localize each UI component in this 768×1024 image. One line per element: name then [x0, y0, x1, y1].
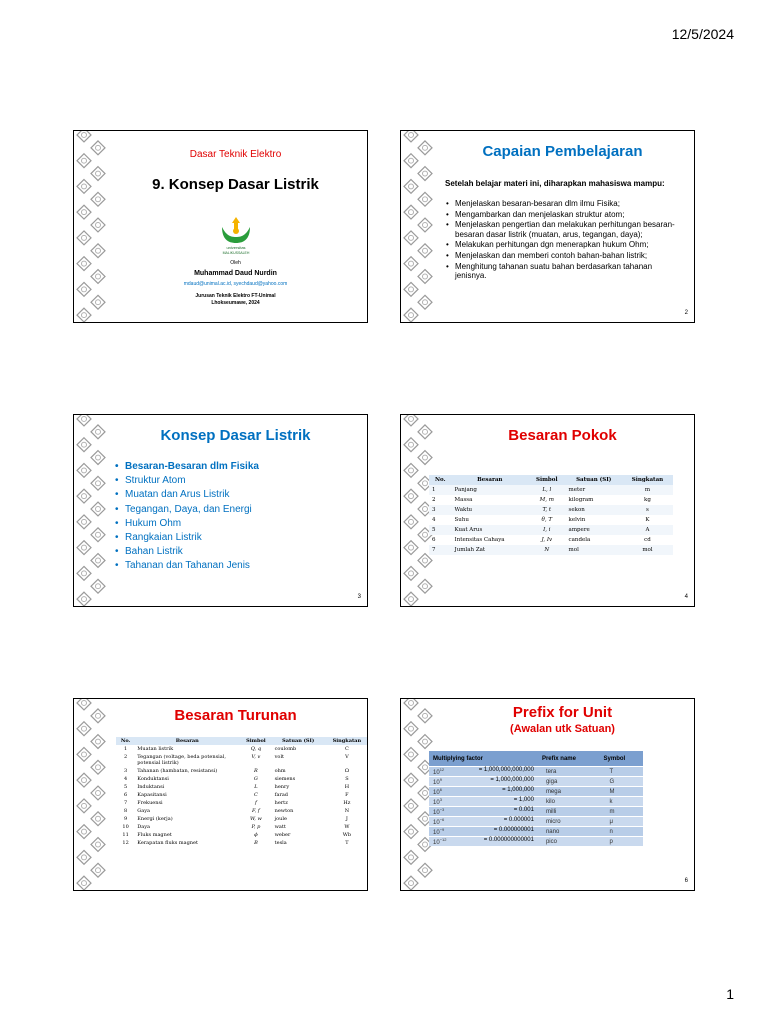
table-header: No. — [429, 475, 452, 485]
table-row — [116, 791, 368, 799]
topics-list — [115, 460, 357, 574]
prefix-name-cell: nano — [538, 827, 600, 837]
slide-title: Besaran Pokok — [508, 427, 617, 444]
power-exponent: −6 — [439, 817, 445, 822]
decimal-value: = 0.000001 — [503, 817, 534, 823]
multiplying-factor-cell — [429, 807, 538, 817]
slide-number: 2 — [684, 310, 688, 316]
table-cell: Q, q — [250, 746, 262, 752]
table-cell: volt — [274, 754, 285, 760]
table-row — [429, 495, 673, 505]
slide-subtitle: (Awalan utk Satuan) — [510, 723, 615, 735]
table-cell: Wb — [342, 832, 352, 838]
table-row — [116, 775, 368, 783]
table-cell: 10 — [122, 824, 129, 830]
table-cell: θ, T — [541, 516, 553, 523]
prefix-name-cell: milli — [538, 807, 600, 817]
prefix-symbol-cell: M — [600, 787, 643, 797]
batik-border — [74, 699, 108, 890]
table-cell: mol — [566, 545, 622, 555]
table-cell: 4 — [432, 516, 436, 523]
table-cell: 6 — [124, 792, 128, 798]
table-cell: V — [345, 754, 349, 760]
table-cell: 12 — [122, 840, 129, 846]
slide-2 — [400, 130, 695, 323]
table-cell: W — [344, 824, 350, 830]
decimal-value: = 1,000,000,000 — [490, 777, 534, 783]
slide-3 — [73, 414, 368, 607]
table-cell: Frekuensi — [137, 800, 163, 806]
table-cell: K — [645, 516, 650, 523]
prefix-symbol-cell: m — [600, 807, 643, 817]
prefix-symbol-cell: μ — [600, 817, 643, 827]
decimal-value: = 1,000 — [513, 797, 534, 803]
slide-title: Konsep Dasar Listrik — [160, 427, 311, 444]
multiplying-factor-cell — [429, 817, 538, 827]
table-cell: B — [254, 840, 258, 846]
table-cell: N — [344, 808, 350, 814]
table-row — [429, 535, 673, 545]
table-cell: ampere — [566, 525, 622, 535]
table-row — [116, 783, 368, 791]
author-name: Muhammad Daud Nurdin — [194, 270, 277, 277]
table-cell: watt — [274, 824, 286, 830]
table-cell: s — [622, 505, 673, 515]
learning-outcomes-list — [445, 199, 684, 282]
table-cell: ohm — [274, 768, 286, 774]
table-cell: F, f — [252, 808, 260, 814]
list-item: • Struktur Atom — [115, 474, 357, 488]
list-item: • Muatan dan Arus Listrik — [115, 488, 357, 502]
table-cell: 3 — [124, 768, 128, 774]
handout-date: 12/5/2024 — [671, 26, 734, 42]
table-row — [116, 807, 368, 815]
department-line-2: Lhokseumawe, 2024 — [211, 300, 260, 306]
table-cell: Induktansi — [137, 784, 165, 790]
multiplying-factor-cell — [429, 827, 538, 837]
power-exponent: 12 — [439, 767, 445, 772]
table-row — [116, 799, 368, 807]
table-row — [429, 837, 643, 847]
power-base: 10 — [433, 780, 440, 786]
power-base: 10 — [433, 800, 440, 806]
slide-title: 9. Konsep Dasar Listrik — [152, 176, 319, 193]
prefix-symbol-cell: G — [600, 777, 643, 787]
power-exponent: −12 — [439, 837, 447, 842]
list-item: • Menghitung tahanan suatu bahan berdasarkan tahanan jenisnya. — [445, 262, 684, 281]
table-header: Symbol — [600, 751, 643, 767]
list-item: • Rangkaian Listrik — [115, 531, 357, 545]
list-item: • Tegangan, Daya, dan Energi — [115, 503, 357, 517]
table-cell: L — [254, 784, 258, 790]
table-cell: 1 — [429, 485, 452, 495]
table-row — [429, 525, 673, 535]
table-cell: L, l — [528, 485, 566, 495]
table-header: Singkatan — [324, 737, 368, 745]
list-item: • Tahanan dan Tahanan Jenis — [115, 559, 357, 573]
table-cell: Jumlah Zat — [452, 545, 529, 555]
table-cell: Kapasitansi — [137, 792, 167, 798]
power-exponent: 6 — [439, 787, 442, 792]
table-cell: meter — [566, 485, 622, 495]
table-row — [429, 505, 673, 515]
table-cell: J, Iv — [541, 536, 553, 543]
table-cell: Tahanan (hambatan, resistansi) — [137, 768, 218, 774]
table-cell: 9 — [124, 816, 128, 822]
table-cell: 2 — [124, 754, 128, 760]
table-cell: T, t — [528, 505, 566, 515]
power-base: 10 — [433, 770, 440, 776]
table-cell: siemens — [274, 776, 296, 782]
table-row — [116, 753, 368, 767]
page-number: 1 — [726, 986, 734, 1002]
power-base: 10 — [433, 840, 440, 846]
table-cell: 4 — [124, 776, 128, 782]
table-cell: coulomb — [274, 746, 297, 752]
department — [110, 293, 361, 307]
table-cell: farad — [274, 792, 289, 798]
table-cell: Panjang — [452, 485, 529, 495]
table-cell: R — [254, 768, 258, 774]
decimal-value: = 0.001 — [513, 807, 534, 813]
table-cell: A — [622, 525, 673, 535]
prefix-name-cell: giga — [538, 777, 600, 787]
table-cell: V, v — [251, 754, 261, 760]
slide-number: 3 — [357, 594, 361, 600]
slide-number: 6 — [684, 878, 688, 884]
logo-text-2: MALIKUSSALEH — [222, 251, 249, 255]
table-cell: f — [254, 800, 257, 806]
table-cell: tesla — [274, 840, 287, 846]
table-row — [429, 787, 643, 797]
table-cell: weber — [274, 832, 291, 838]
prefix-symbol-cell: k — [600, 797, 643, 807]
table-cell: candela — [568, 536, 591, 543]
table-cell: Fluks magnet — [137, 832, 172, 838]
table-row — [429, 515, 673, 525]
table-row — [116, 745, 368, 753]
table-cell: 5 — [124, 784, 128, 790]
table-row — [429, 777, 643, 787]
table-row — [429, 767, 643, 777]
table-cell: Energi (kerja) — [137, 816, 173, 822]
table-row — [429, 827, 643, 837]
logo-text-1: universitas — [225, 245, 246, 250]
prefix-name-cell: mega — [538, 787, 600, 797]
table-cell: Kuat Arus — [452, 525, 529, 535]
table-header: Singkatan — [622, 475, 673, 485]
decimal-value: = 0.000000001 — [493, 827, 534, 833]
slide-6 — [400, 698, 695, 891]
table-cell: 6 — [432, 536, 436, 543]
table-cell: F — [345, 792, 349, 798]
power-base: 10 — [433, 830, 440, 836]
table-cell: Massa — [454, 496, 473, 503]
university-logo — [216, 215, 256, 255]
decimal-value: = 0.000000000001 — [483, 837, 534, 843]
prefix-symbol-cell: n — [600, 827, 643, 837]
author-email: mdaud@unimal.ac.id, syechdaud@yahoo.com — [183, 281, 288, 287]
table-header: Besaran — [452, 475, 529, 485]
table-cell: C — [344, 746, 349, 752]
slide-number: 4 — [684, 594, 688, 600]
prefix-symbol-cell: T — [600, 767, 643, 777]
prefix-name-cell: kilo — [538, 797, 600, 807]
table-cell: cd — [644, 536, 651, 543]
table-cell: hertz — [274, 800, 288, 806]
table-cell: 8 — [124, 808, 128, 814]
prefix-table — [429, 751, 643, 846]
slide-1 — [73, 130, 368, 323]
table-cell: C — [254, 792, 258, 798]
slide-title: Besaran Turunan — [174, 707, 297, 724]
power-base: 10 — [433, 790, 440, 796]
multiplying-factor-cell — [429, 767, 538, 777]
course-name: Dasar Teknik Elektro — [189, 149, 282, 160]
power-base: 10 — [433, 810, 440, 816]
list-item: • Menjelaskan besaran-besaran dlm ilmu Fisika; — [445, 199, 684, 209]
prefix-name-cell: tera — [538, 767, 600, 777]
table-cell: S — [345, 776, 349, 782]
table-header: Simbol — [239, 737, 272, 745]
table-cell: Intensitas Cahaya — [454, 536, 505, 543]
table-row — [429, 797, 643, 807]
table-header: Satuan (SI) — [566, 475, 622, 485]
slide-4 — [400, 414, 695, 607]
table-row — [429, 807, 643, 817]
table-header: Satuan (SI) — [273, 737, 324, 745]
batik-border — [74, 415, 108, 606]
table-cell: Waktu — [452, 505, 529, 515]
oleh-label: Oleh — [230, 260, 241, 266]
table-cell: J — [345, 816, 348, 822]
table-cell: Konduktansi — [137, 776, 169, 782]
table-row — [429, 545, 673, 555]
table-cell: kelvin — [568, 516, 586, 523]
prefix-name-cell: pico — [538, 837, 600, 847]
table-cell: sekon — [566, 505, 622, 515]
table-cell: 2 — [432, 496, 436, 503]
decimal-value: = 1,000,000 — [502, 787, 534, 793]
slide-lead: Setelah belajar materi ini, diharapkan mahasiswa mampu: — [445, 179, 665, 188]
power-exponent: 3 — [439, 797, 442, 802]
table-cell: mol — [622, 545, 673, 555]
table-cell: Hz — [343, 800, 351, 806]
table-cell: Tegangan (voltage, beda potensial, potensial listrik) — [137, 754, 226, 766]
table-header: Multiplying factor — [429, 751, 538, 767]
list-item: • Besaran-Besaran dlm Fisika — [115, 460, 357, 474]
power-exponent: −9 — [439, 827, 445, 832]
table-cell: newton — [274, 808, 294, 814]
list-item: • Menjelaskan pengertian dan melakukan perhitungan besaran-besaran dasar listrik (muatan, arus, tegangan, daya); — [445, 220, 684, 239]
list-item: • Menjelaskan dan memberi contoh bahan-bahan listrik; — [445, 251, 684, 261]
table-header: Simbol — [528, 475, 566, 485]
table-cell: Muatan listrik — [137, 746, 174, 752]
table-cell: N — [528, 545, 566, 555]
table-cell: 1 — [124, 746, 128, 752]
batik-border — [74, 131, 108, 322]
power-exponent: −3 — [439, 807, 445, 812]
table-header: Prefix name — [538, 751, 600, 767]
slide-title: Capaian Pembelajaran — [482, 143, 643, 160]
derived-quantities-table — [116, 737, 368, 847]
department-line-1: Jurusan Teknik Elektro FT-Unimal — [195, 293, 276, 299]
table-cell: M, m — [539, 496, 554, 503]
table-row — [116, 815, 368, 823]
base-quantities-table — [429, 475, 673, 555]
table-cell: W, w — [250, 816, 262, 822]
table-cell: Daya — [137, 824, 151, 830]
power-exponent: 9 — [439, 777, 442, 782]
multiplying-factor-cell — [429, 797, 538, 807]
table-cell: Kerapatan fluks magnet — [137, 840, 198, 846]
table-cell: Gaya — [137, 808, 151, 814]
table-cell: H — [344, 784, 350, 790]
prefix-symbol-cell: p — [600, 837, 643, 847]
table-cell: 7 — [124, 800, 128, 806]
table-cell: G — [253, 776, 258, 782]
prefix-name-cell: micro — [538, 817, 600, 827]
table-header: Besaran — [135, 737, 239, 745]
table-cell: kg — [644, 496, 651, 503]
table-cell: 11 — [122, 832, 129, 838]
decimal-value: = 1,000,000,000,000 — [478, 767, 534, 773]
table-row — [429, 817, 643, 827]
table-cell: ϕ — [254, 832, 258, 838]
slide-title: Prefix for Unit — [512, 704, 613, 721]
multiplying-factor-cell — [429, 787, 538, 797]
table-cell: joule — [274, 816, 287, 822]
multiplying-factor-cell — [429, 777, 538, 787]
table-header: No. — [116, 737, 135, 745]
table-cell: 5 — [429, 525, 452, 535]
table-cell: 7 — [429, 545, 452, 555]
power-base: 10 — [433, 820, 440, 826]
list-item: • Melakukan perhitungan dgn menerapkan hukum Ohm; — [445, 240, 684, 250]
table-cell: T — [345, 840, 349, 846]
list-item: • Hukum Ohm — [115, 517, 357, 531]
table-cell: henry — [274, 784, 290, 790]
batik-border — [401, 131, 435, 322]
table-row — [429, 485, 673, 495]
table-row — [116, 839, 368, 847]
table-cell: m — [622, 485, 673, 495]
table-cell: kilogram — [568, 496, 594, 503]
table-cell: Ω — [344, 768, 349, 774]
table-row — [116, 831, 368, 839]
table-cell: I, i — [528, 525, 566, 535]
table-row — [116, 823, 368, 831]
list-item: • Bahan Listrik — [115, 545, 357, 559]
table-row — [116, 767, 368, 775]
table-cell: P, p — [251, 824, 261, 830]
table-cell: Suhu — [454, 516, 469, 523]
list-item: • Mengambarkan dan menjelaskan struktur atom; — [445, 210, 684, 220]
table-cell: 3 — [429, 505, 452, 515]
multiplying-factor-cell — [429, 837, 538, 847]
slide-5 — [73, 698, 368, 891]
